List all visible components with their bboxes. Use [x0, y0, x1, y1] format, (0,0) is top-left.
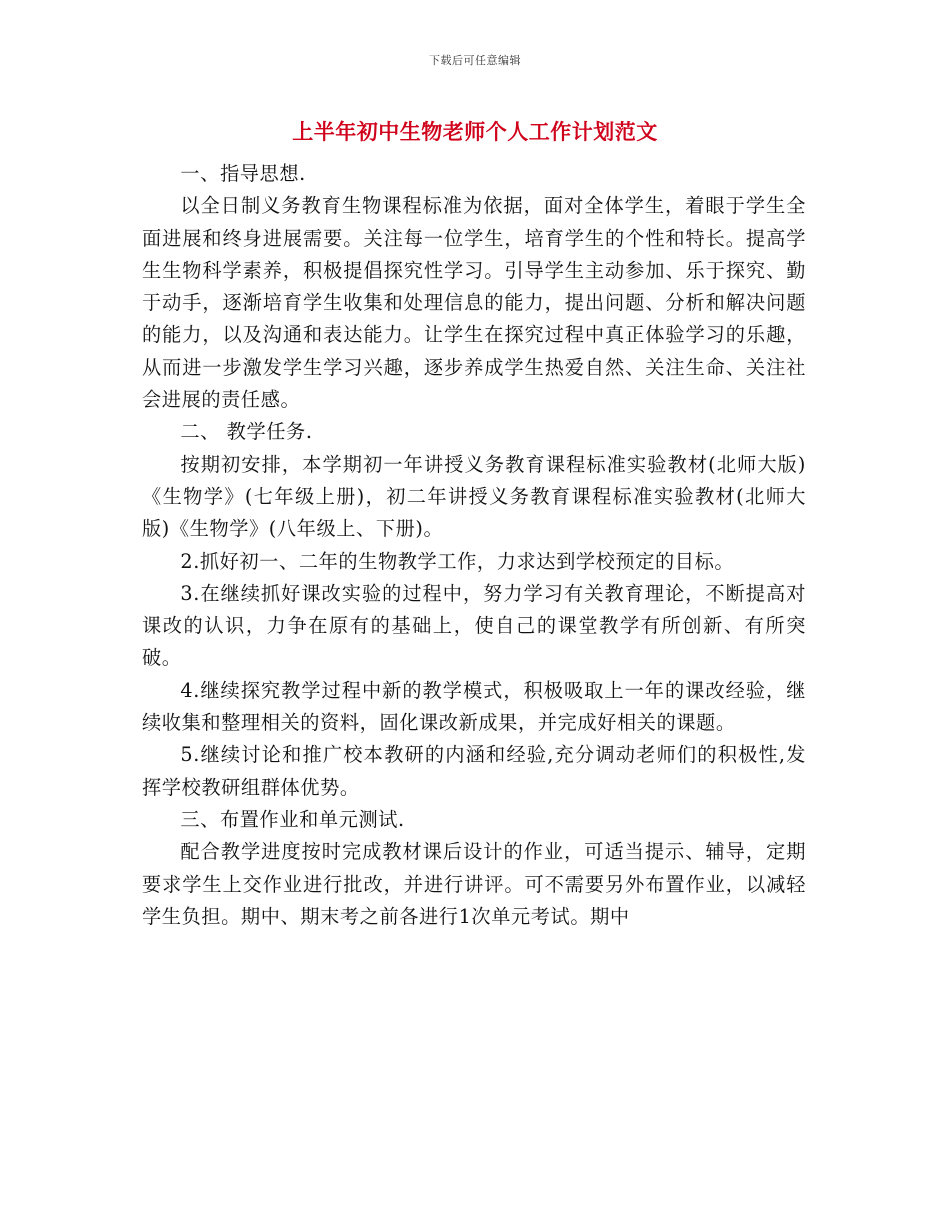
list-item-2: 2.抓好初一、二年的生物教学工作，力求达到学校预定的目标。 — [180, 549, 735, 573]
section-heading-teaching-tasks: 二、 教学任务. — [180, 420, 313, 444]
list-item-3: 3.在继续抓好课改实验的过程中，努力学习有关教育理论，不断提高对课改的认识，力争在原有的基础上，使自己的课堂教学有所创新、有所突破。 — [142, 581, 806, 670]
section-heading-homework-tests: 三、布置作业和单元测试. — [180, 807, 405, 831]
section-heading-guiding-ideology: 一、指导思想. — [180, 162, 306, 185]
list-item-4: 4.继续探究教学过程中新的教学模式，积极吸取上一年的课改经验，继续收集和整理相关的资料，固化课改新成果，并完成好相关的课题。 — [142, 678, 806, 735]
document-title: 上半年初中生物老师个人工作计划范文 — [292, 119, 658, 144]
document-body — [142, 158, 806, 933]
list-item-5: 5.继续讨论和推广校本教研的内涵和经验,充分调动老师们的积极性,发挥学校教研组群体优势。 — [142, 743, 806, 799]
paragraph-homework-tests: 配合教学进度按时完成教材课后设计的作业，可适当提示、辅导，定期要求学生上交作业进行批改，并进行讲评。可不需要另外布置作业，以减轻学生负担。期中、期末考之前各进行1次单元考试。期中 — [142, 840, 806, 928]
header-note: 下载后可任意编辑 — [429, 54, 521, 67]
paragraph-guiding-ideology: 以全日制义务教育生物课程标准为依据，面对全体学生，着眼于学生全面进展和终身进展需要。关注每一位学生，培育学生的个性和特长。提高学生生物科学素养，积极提倡探究性学习。引导学生主动参加、乐于探究、勤于动手，逐渐培育学生收集和处理信息的能力，提出问题、分析和解决问题的能力，以及沟通和表达能力。让学生在探究过程中真正体验学习的乐趣，从而进一步激发学生学习兴趣，逐步养成学生热爱自然、关注生命、关注社会进展的责任感。 — [142, 194, 806, 412]
paragraph-teaching-arrangement: 按期初安排，本学期初一年讲授义务教育课程标准实验教材(北师大版)《生物学》(七年级上册)，初二年讲授义务教育课程标准实验教材(北师大版)《生物学》(八年级上、下册)。 — [142, 452, 806, 541]
